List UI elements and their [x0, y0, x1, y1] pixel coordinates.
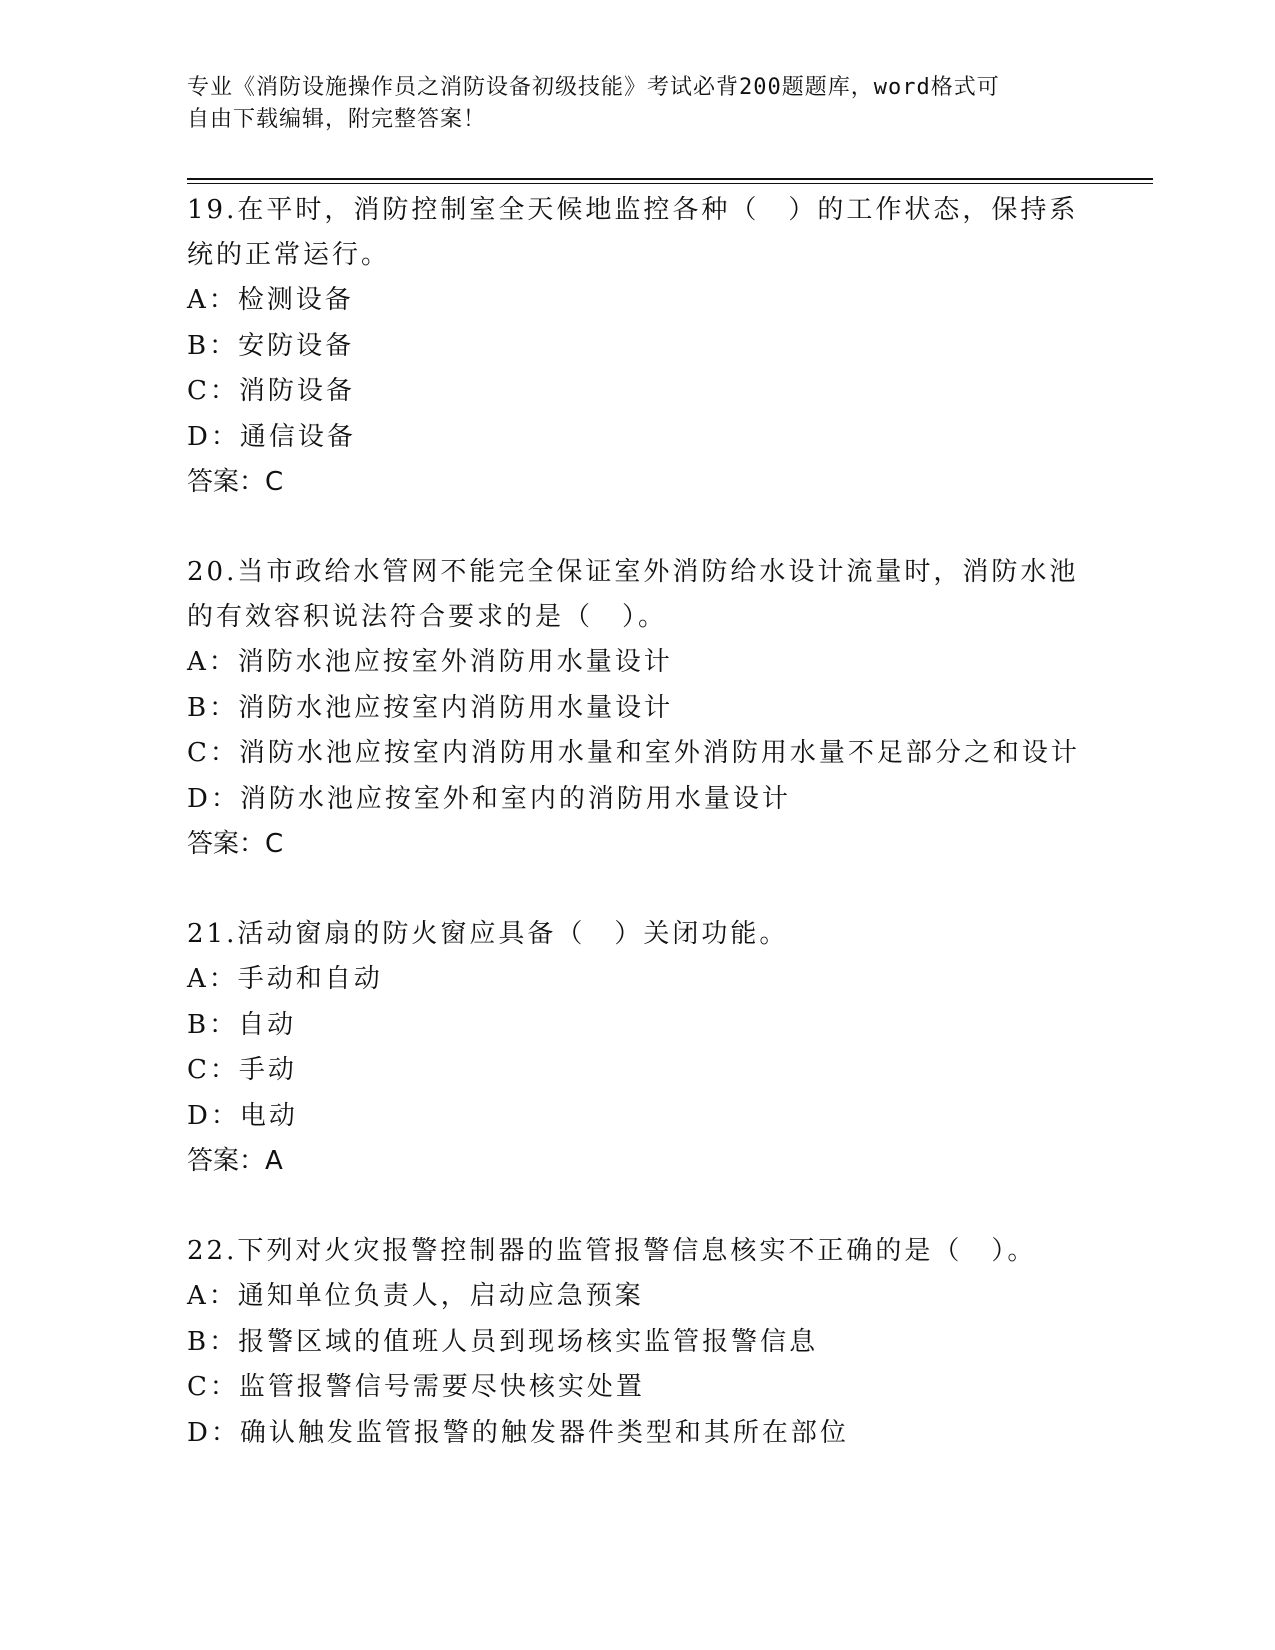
option-d: D：确认触发监管报警的触发器件类型和其所在部位 [187, 1417, 849, 1448]
question-22 [187, 1229, 1087, 1456]
question-text: 20.当市政给水管网不能完全保证室外消防给水设计流量时，消防水池的有效容积说法符合要求的是（ ）。 [187, 557, 1079, 632]
question-20 [187, 550, 1087, 867]
option-b: B：报警区域的值班人员到现场核实监管报警信息 [187, 1326, 819, 1357]
answer-line: 答案：C [187, 829, 284, 859]
option-a: A：手动和自动 [187, 964, 383, 994]
question-21 [187, 912, 1087, 1184]
option-a: A：通知单位负责人，启动应急预案 [187, 1281, 644, 1311]
option-a: A：消防水池应按室外消防用水量设计 [187, 647, 673, 677]
option-c: C：消防设备 [187, 376, 355, 406]
option-c: C：监管报警信号需要尽快核实处置 [187, 1372, 645, 1402]
option-b: B：安防设备 [187, 330, 355, 361]
question-spacer [187, 867, 1087, 912]
option-d: D：通信设备 [187, 421, 356, 452]
document-header [187, 72, 1067, 136]
question-spacer [187, 1184, 1087, 1229]
answer-line: 答案：C [187, 467, 284, 497]
option-c: C：消防水池应按室内消防用水量和室外消防用水量不足部分之和设计 [187, 738, 1080, 768]
question-19 [187, 188, 1087, 505]
question-text: 22.下列对火灾报警控制器的监管报警信息核实不正确的是（ ）。 [187, 1236, 1037, 1266]
option-b: B：自动 [187, 1009, 297, 1040]
option-b: B：消防水池应按室内消防用水量设计 [187, 692, 674, 723]
header-line-1: 专业《消防设施操作员之消防设备初级技能》考试必背200题题库，word格式可 [187, 75, 1000, 100]
question-text: 21.活动窗扇的防火窗应具备（ ）关闭功能。 [187, 919, 789, 949]
answer-line: 答案：A [187, 1146, 283, 1176]
option-d: D：电动 [187, 1100, 298, 1131]
header-divider-thick [187, 178, 1153, 180]
option-c: C：手动 [187, 1055, 297, 1085]
header-divider-thin [187, 183, 1153, 184]
question-text: 19.在平时，消防控制室全天候地监控各种（ ）的工作状态，保持系统的正常运行。 [187, 195, 1079, 270]
question-spacer [187, 505, 1087, 550]
option-a: A：检测设备 [187, 285, 354, 315]
question-list [187, 188, 1087, 1456]
header-line-2: 自由下载编辑，附完整答案！ [187, 107, 487, 132]
option-d: D：消防水池应按室外和室内的消防用水量设计 [187, 783, 791, 814]
